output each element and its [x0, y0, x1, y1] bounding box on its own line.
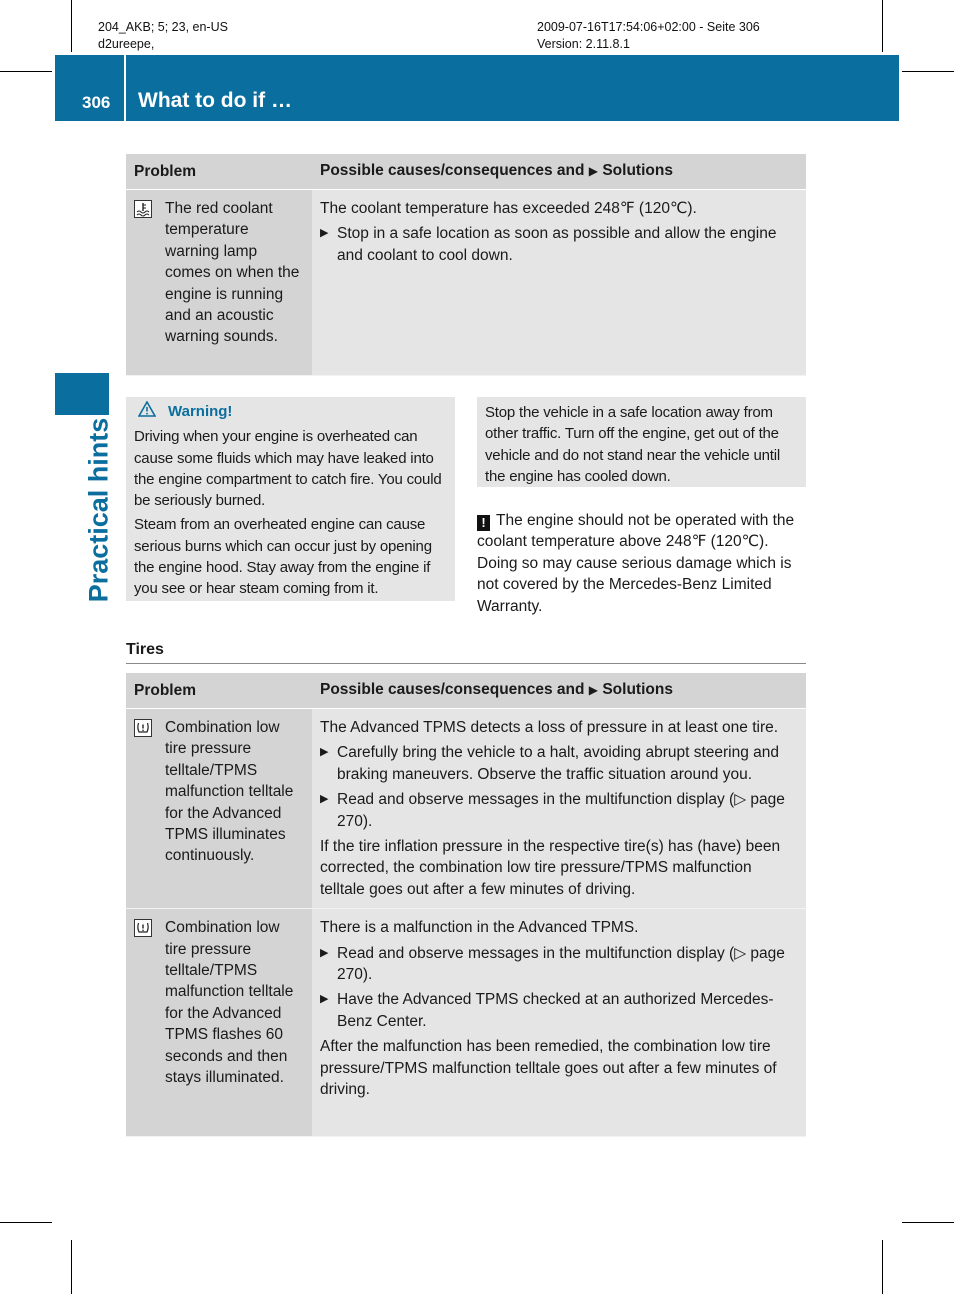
column-header-solutions: [312, 673, 806, 709]
step-arrow-icon: ▶: [320, 793, 329, 806]
cause-text: The Advanced TPMS detects a loss of pressure in at least one tire.: [320, 719, 779, 736]
solution-cell: [312, 190, 806, 376]
meta-line: d2ureepe,: [98, 37, 155, 51]
crop-mark: [902, 71, 954, 72]
warning-box: [126, 397, 455, 601]
column-header-solutions: [312, 154, 806, 190]
coolant-table: [126, 154, 806, 376]
solution-cell: [312, 709, 806, 909]
meta-line: 2009-07-16T17:54:06+02:00 - Seite 306: [537, 20, 760, 34]
table-header-row: [126, 673, 806, 709]
print-meta-left: [98, 19, 228, 53]
meta-line: 204_AKB; 5; 23, en-US: [98, 20, 228, 34]
header-text: Solutions: [602, 681, 673, 699]
caution-icon: !: [477, 515, 490, 531]
crop-mark: [882, 0, 883, 52]
table-row: [126, 709, 806, 909]
step-arrow-icon: ▶: [320, 946, 329, 959]
solution-step: [320, 742, 798, 785]
table-row: [126, 909, 806, 1137]
step-text: Have the Advanced TPMS checked at an authorized Mercedes-Benz Center.: [337, 991, 774, 1030]
crop-mark: [902, 1222, 954, 1223]
page-number: 306: [82, 93, 111, 112]
crop-mark: [0, 71, 52, 72]
column-header-problem: Problem: [126, 673, 312, 709]
crop-mark: [71, 0, 72, 52]
warning-header: [134, 401, 447, 422]
step-text: Read and observe messages in the multifunction display (▷ page 270).: [337, 791, 785, 830]
solution-step: [320, 223, 798, 266]
header-text: Possible causes/consequences and: [320, 681, 585, 699]
problem-cell: [126, 190, 312, 376]
step-text: Read and observe messages in the multifunction display (▷ page 270).: [337, 944, 785, 984]
warning-paragraph: Driving when your engine is overheated can cause some fluids which may have leaked into the engine compartment to catch fire. You could be seriously burned.: [134, 428, 442, 510]
cause-text: There is a malfunction in the Advanced TPMS.: [320, 919, 639, 937]
tires-table: [126, 673, 806, 1137]
page-title: What to do if …: [138, 89, 292, 112]
section-divider: [126, 663, 806, 664]
column-header-problem: Problem: [126, 154, 312, 190]
problem-text: Combination low tire pressure telltale/TPMS malfunction telltale for the Advanced TPMS illuminates continuously.: [165, 719, 294, 865]
problem-text: Combination low tire pressure telltale/TPMS malfunction telltale for the Advanced TPMS flashes 60 seconds and then stays illuminated.: [165, 919, 294, 1087]
crop-mark: [0, 1222, 52, 1223]
cause-text: The coolant temperature has exceeded 248℉ (120℃).: [320, 200, 697, 217]
section-label-text: Practical hints: [83, 417, 114, 603]
warning-paragraph: Steam from an overheated engine can cause serious burns which can occur just by opening the engine hood. Stay away from the engine if you see or hear steam coming from it.: [134, 516, 432, 598]
crop-mark: [71, 1240, 72, 1294]
header-divider: [124, 55, 126, 121]
warning-triangle-icon: [138, 401, 156, 422]
table-row: [126, 190, 806, 376]
step-text: Carefully bring the vehicle to a halt, avoiding abrupt steering and braking maneuvers. Observe the traffic situation around you.: [337, 744, 780, 783]
step-text: Stop in a safe location as soon as possible and allow the engine and coolant to cool down.: [337, 225, 777, 264]
step-arrow-icon: ▶: [320, 227, 329, 240]
step-arrow-icon: ▶: [320, 993, 329, 1006]
solution-step: [320, 789, 798, 832]
step-arrow-icon: ▶: [320, 746, 329, 759]
coolant-temperature-icon: [134, 200, 152, 218]
section-tab: [55, 373, 109, 415]
arrow-icon: ▶: [588, 683, 599, 698]
problem-cell: [126, 709, 312, 909]
caution-note: [477, 510, 806, 617]
caution-text: The engine should not be operated with the coolant temperature above 248℉ (120℃). Doing so may cause serious damage which is not covered by the Mercedes-Benz Limited Warranty.: [477, 512, 795, 615]
warning-title: Warning!: [168, 403, 233, 420]
arrow-icon: ▶: [588, 164, 599, 179]
section-heading: Tires: [126, 641, 164, 658]
solution-step: [320, 989, 798, 1032]
problem-text: The red coolant temperature warning lamp comes on when the engine is running and an acoustic warning sounds.: [165, 200, 300, 346]
header-text: Solutions: [602, 162, 673, 180]
tire-pressure-icon: [134, 919, 152, 937]
result-text: If the tire inflation pressure in the respective tire(s) has (have) been corrected, the combination low tire pressure/TPMS malfunction telltale goes out after a few minutes of driving.: [320, 838, 781, 898]
meta-line: Version: 2.11.8.1: [537, 37, 630, 51]
result-text: After the malfunction has been remedied, the combination low tire pressure/TPMS malfunction telltale goes out after a few minutes of driving.: [320, 1038, 777, 1099]
solution-cell: [312, 909, 806, 1137]
problem-cell: [126, 909, 312, 1137]
header-text: Possible causes/consequences and: [320, 162, 585, 180]
stop-vehicle-box: Stop the vehicle in a safe location away from other traffic. Turn off the engine, get out of the vehicle and do not stand near the vehicle until the engine has cooled down.: [477, 397, 806, 487]
crop-mark: [882, 1240, 883, 1294]
print-meta-right: [537, 19, 760, 53]
table-header-row: [126, 154, 806, 190]
tire-pressure-icon: [134, 719, 152, 737]
solution-step: [320, 943, 798, 986]
